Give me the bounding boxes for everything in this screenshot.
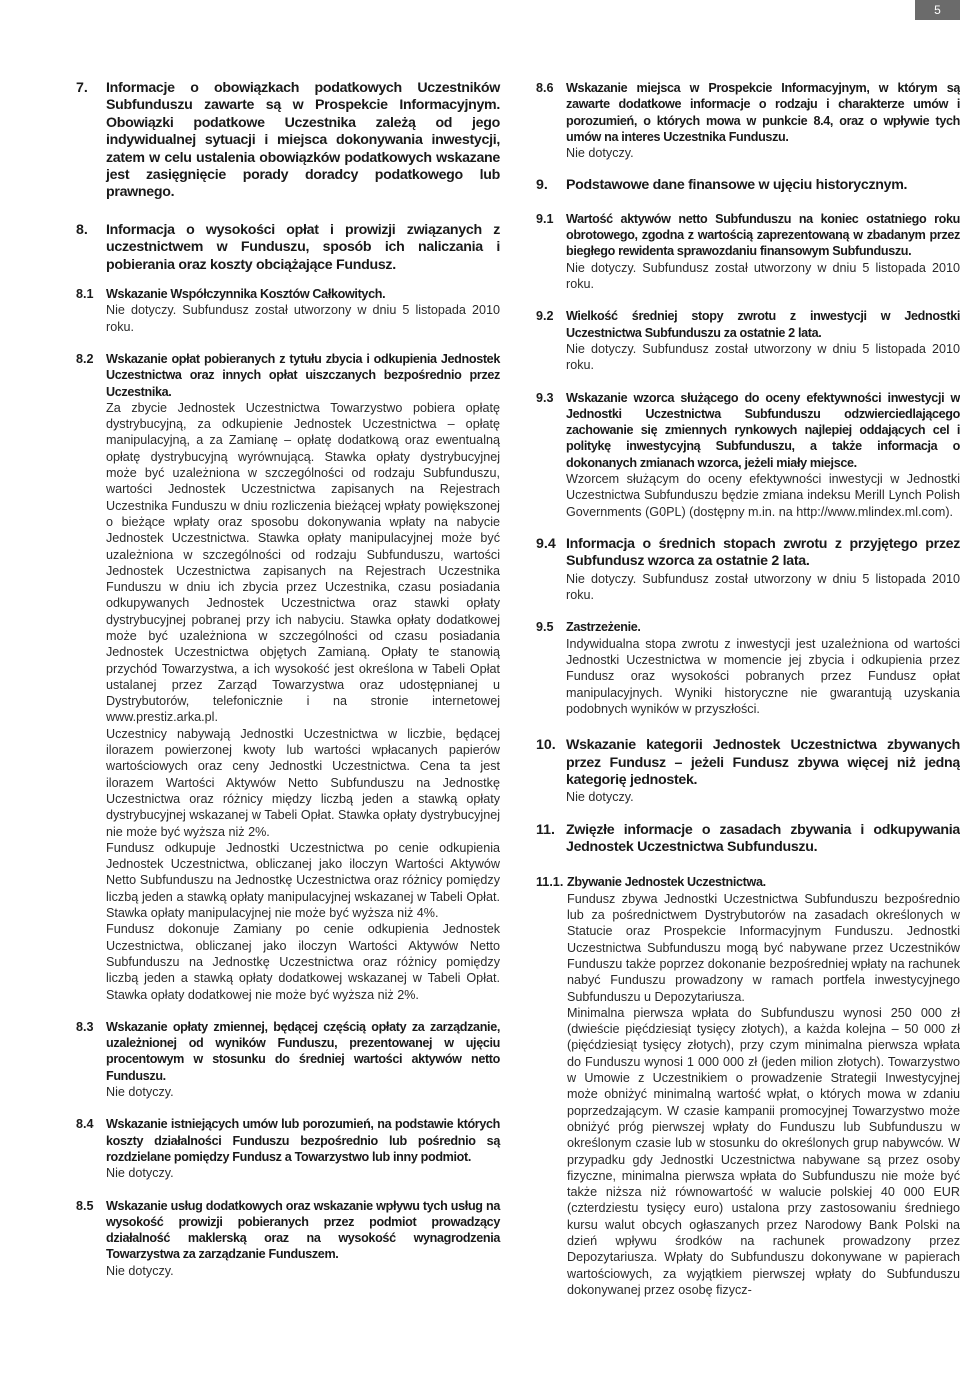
section-9-5 — [536, 619, 960, 717]
section-number: 8.4 — [76, 1117, 94, 1132]
section-body — [536, 145, 960, 161]
section-heading: Wskazanie Współczynnika Kosztów Całkowitych. — [106, 287, 386, 302]
section-number: 8.6 — [536, 81, 554, 95]
section-body — [536, 341, 960, 374]
section-number: 9.5 — [536, 620, 554, 635]
paragraph: Fundusz zbywa Jednostki Uczestnictwa Subfunduszu bezpośrednio lub za pośrednictwem Dystrybutorów na zasadach określonych w Statucie oraz Prospekcie Informacyjnym Funduszu. Jednostki Uczestnictwa Subfunduszu mogą być nabywane przez Uczestników Funduszu także poprzez dokonanie bezpośredniej wpłaty na rachunek nabyć Funduszu prowadzony w ramach portfela inwestycyjnego Subfunduszu u Depozytariusza. — [567, 891, 960, 1004]
section-number: 9.3 — [536, 390, 554, 405]
section-9-1 — [536, 211, 960, 292]
section-heading: Wartość aktywów netto Subfunduszu na koniec ostatniego roku obrotowego, zgodna z wartością zaprezentowaną w zbadanym przez biegłego rewidenta sprawozdaniu finansowym Subfunduszu. — [566, 211, 960, 259]
section-number: 9.1 — [536, 211, 554, 226]
section-11-1 — [536, 874, 960, 1298]
section-body — [536, 260, 960, 293]
section-body — [76, 400, 500, 1003]
section-body — [536, 891, 960, 1298]
section-7 — [76, 80, 500, 202]
paragraph: Fundusz odkupuje Jednostki Uczestnictwa po cenie odkupienia Jednostek Uczestnictwa, obliczanej jako iloczyn Wartości Aktywów Netto Subfunduszu na Jednostkę Uczestnictwa oraz różnicy pomiędzy liczbą jeden a stawką opłaty manipulacyjnej wskazanej w Tabeli Opłat. Stawka opłaty manipulacyjnej nie może być wyższa niż 4%. — [106, 840, 500, 921]
section-9 — [536, 177, 960, 194]
section-heading: Wskazanie miejsca w Prospekcie Informacyjnym, w którym są zawarte dodatkowe informacje o rodzaju i charakterze umów i porozumień, o których mowa w punkcie 8.4, oraz o wpływie tych umów na interes Uczestnika Funduszu. — [566, 81, 960, 144]
left-column — [76, 64, 500, 1279]
section-8-5 — [76, 1198, 500, 1279]
section-9-2 — [536, 308, 960, 373]
paragraph: Wzorcem służącym do oceny efektywności inwestycji w Jednostki Uczestnictwa Subfunduszu będzie zmiana indeksu Merill Lynch Polish Governments (G0PL) (dostępny m.in. na http://www.mlindex.ml.com). — [566, 472, 960, 519]
paragraph: Nie dotyczy. — [566, 790, 634, 805]
section-heading: Wskazanie wzorca służącego do oceny efektywności inwestycji w Jednostki Uczestnictwa Subfunduszu odzwierciedlającego zachowanie się zmiennych rynkowych najlepiej oddających cel i politykę inwestycyjną Subfunduszu, a także informacja o dokonanych zmianach wzorca, jeżeli miały miejsce. — [566, 390, 960, 470]
page-number: 5 — [915, 0, 960, 20]
section-body — [536, 571, 960, 604]
section-number: 8.5 — [76, 1198, 94, 1213]
paragraph: Nie dotyczy. — [566, 146, 634, 161]
section-body — [76, 1263, 500, 1279]
section-10 — [536, 737, 960, 806]
paragraph: Minimalna pierwsza wpłata do Subfunduszu wynosi 250 000 zł (dwieście pięćdziesiąt tysięcy złotych), a każda kolejna – 50 000 zł (pięćdziesiąt tysięcy złotych), przy czym minimalna pierwsza wpłata do Funduszu wynosi 1 000 000 zł (jeden milion złotych). Towarzystwo w Umowie z Uczestnikiem o prowadzenie Strategii Inwestycyjnej może obniżyć minimalną wartość wpłat, o których mowa w zdaniu poprzedzającym. W czasie kampanii promocyjnej Towarzystwo może obniżyć próg pierwszej wpłaty do Funduszu lub Subfunduszu w określonym czasie lub w stosunku do określonych grup nabywców. W przypadku gdy Jednostki Uczestnictwa nabywane są przez osoby fizyczne, minimalna pierwsza wpłata do Subfunduszu nie może być także niższa niż równowartość w walucie polskiej 40 000 EUR (czterdziestu tysięcy euro) ustalona przy zastosowaniu średniego kursu walut obcych ogłaszanych przez Narodowy Bank Polski na dzień wpływu środków na rachunek prowadzony przez Depozytariusza. Wpłaty do Subfunduszu dokonywane w papierach wartościowych, za wyjątkiem pierwszej wpłaty do Subfunduszu dokonywanej przez osobę fizycz- — [567, 1005, 960, 1297]
section-body — [76, 1165, 500, 1181]
section-8-1 — [76, 286, 500, 335]
section-9-3 — [536, 390, 960, 520]
paragraph: Nie dotyczy. Subfundusz został utworzony w dniu 5 listopada 2010 roku. — [566, 341, 960, 373]
section-number: 8.3 — [76, 1019, 94, 1034]
section-heading: Informacja o średnich stopach zwrotu z przyjętego przez Subfundusz wzorca za ostatnie 2 lata. — [566, 535, 960, 570]
section-number: 7. — [76, 80, 88, 96]
section-body — [536, 471, 960, 520]
section-body — [76, 1084, 500, 1100]
section-heading: Wskazanie opłaty zmiennej, będącej częścią opłaty za zarządzanie, uzależnionej od wyników Funduszu, prezentowanej w ujęciu procentowym w stosunku do średniej wartości aktywów netto Funduszu. — [106, 1019, 500, 1083]
section-number: 11.1. — [536, 875, 564, 890]
section-8-6 — [536, 80, 960, 161]
section-heading: Zastrzeżenie. — [566, 620, 641, 635]
section-number: 9. — [536, 177, 548, 194]
right-column — [536, 64, 960, 1298]
section-number: 8.1 — [76, 287, 94, 302]
section-number: 10. — [536, 737, 556, 754]
section-number: 9.4 — [536, 535, 556, 552]
paragraph: Uczestnicy nabywają Jednostki Uczestnictwa w liczbie, będącej ilorazem powierzonej kwoty lub wartości wpłacanych papierów wartościowych oraz ceny Jednostki Uczestnictwa. Cena ta jest ilorazem Wartości Aktywów Netto Subfunduszu na Jednostkę Uczestnictwa oraz różnicy między liczbą jeden a stawką opłaty dystrybucyjnej wskazanej w Tabeli Opłat. Stawka opłaty dystrybucyjnej nie może być wyższa niż 2%. — [106, 726, 500, 839]
section-body — [536, 636, 960, 717]
section-number: 11. — [536, 821, 555, 838]
section-heading: Zbywanie Jednostek Uczestnictwa. — [567, 875, 766, 890]
paragraph: Za zbycie Jednostek Uczestnictwa Towarzystwo pobiera opłatę dystrybucyjną, za odkupienie Jednostek Uczestnictwa – opłatę manipulacyjną, a za Zamianę – opłatę dodatkową oraz ewentualną opłatę dystrybucyjną wyrównującą. Stawka opłaty dystrybucyjnej może być uzależniona w szczególności od rodzaju Subfunduszu, wartości Jednostek Uczestnictwa zapisanych na Rejestrach Uczestnika Funduszu w dniu rozliczenia bieżącej wpłaty powiększonej o bieżące wpłaty oraz sposobu dokonywania wpłaty na nabycie Jednostek Uczestnictwa. Stawka opłaty manipulacyjnej może być uzależniona w szczególności od rodzaju Subfunduszu, wartości Jednostek Uczestnictwa zapisanych na Rejestrach Uczestnika Funduszu w dniu ich zbycia przez Uczestnika, czasu posiadania odkupywanych Jednostek Uczestnictwa oraz stawki opłaty dystrybucyjnej pobranej przy ich nabyciu. Stawka opłaty dodatkowej może być uzależniona w szczególności od czasu posiadania Jednostek Uczestnictwa objętych Zamianą. Opłaty te stanowią przychód Towarzystwa, a ich wysokość jest określona w Tabeli Opłat ustalanej przez Zarząd Towarzystwa oraz udostępnianej u Dystrybutorów, telefonicznie i na stronie internetowej www.prestiz.arka.pl. — [106, 400, 500, 725]
section-11 — [536, 822, 960, 857]
paragraph: Nie dotyczy. Subfundusz został utworzony w dniu 5 listopada 2010 roku. — [106, 303, 500, 334]
paragraph: Nie dotyczy. Subfundusz został utworzony w dniu 5 listopada 2010 roku. — [566, 260, 960, 292]
section-heading: Wskazanie istniejących umów lub porozumień, na podstawie których koszty działalności Funduszu bezpośrednio lub pośrednio są rozdzielane pomiędzy Fundusz a Towarzystwo lub inny podmiot. — [106, 1117, 500, 1164]
paragraph: Fundusz dokonuje Zamiany po cenie odkupienia Jednostek Uczestnictwa, obliczanej jako iloczyn Wartości Aktywów Netto Subfunduszu na Jednostkę Uczestnictwa oraz różnicy pomiędzy liczbą jeden a stawką opłaty dodatkowej wskazanej w Tabeli Opłat. Stawka opłaty dodatkowej nie może być wyższa niż 2%. — [106, 922, 500, 1002]
section-heading: Wskazanie kategorii Jednostek Uczestnictwa zbywanych przez Fundusz – jeżeli Fundusz zbywa więcej niż jedną kategorię jednostek. — [566, 737, 960, 788]
section-heading: Informacje o obowiązkach podatkowych Uczestników Subfunduszu zawarte są w Prospekcie Informacyjnym. Obowiązki podatkowe Uczestnika zależą od jego indywidualnej sytuacji i miejsca dokonywania inwestycji, zatem w celu ustalenia obowiązków podatkowych wskazane jest zasięgnięcie porady doradcy podatkowego lub prawnego. — [106, 80, 500, 201]
section-body — [536, 789, 960, 805]
section-9-4 — [536, 536, 960, 603]
section-8-4 — [76, 1116, 500, 1181]
paragraph: Nie dotyczy. — [106, 1085, 174, 1100]
section-number: 9.2 — [536, 309, 554, 324]
section-8-2 — [76, 351, 500, 1003]
section-heading: Wskazanie usług dodatkowych oraz wskazanie wpływu tych usług na wysokość prowizji pobieranych przez podmiot prowadzący działalność maklerską oraz na wysokość wynagrodzenia Towarzystwa za zarządzanie Funduszem. — [106, 1198, 500, 1262]
section-heading: Wskazanie opłat pobieranych z tytułu zbycia i odkupienia Jednostek Uczestnictwa oraz innych opłat uiszczanych bezpośrednio przez Uczestnika. — [106, 351, 500, 399]
section-8-3 — [76, 1019, 500, 1100]
section-heading: Zwięzłe informacje o zasadach zbywania i odkupywania Jednostek Uczestnictwa Subfunduszu. — [566, 821, 960, 856]
paragraph: Indywidualna stopa zwrotu z inwestycji jest uzależniona od wartości Jednostki Uczestnictwa w momencie jej zbycia i odkupienia przez Fundusz oraz wysokości pobranych przez Fundusz opłat manipulacyjnych. Wyniki historyczne nie gwarantują uzyskania podobnych wyników w przyszłości. — [566, 636, 960, 716]
section-8 — [76, 222, 500, 274]
section-body — [76, 302, 500, 335]
section-heading: Wielkość średniej stopy zwrotu z inwestycji w Jednostki Uczestnictwa Subfunduszu za ostatnie 2 lata. — [566, 309, 960, 340]
section-heading: Podstawowe dane finansowe w ujęciu historycznym. — [566, 177, 908, 194]
section-number: 8.2 — [76, 351, 94, 366]
paragraph: Nie dotyczy. — [106, 1263, 174, 1278]
section-heading: Informacja o wysokości opłat i prowizji związanych z uczestnictwem w Funduszu, sposób ich naliczania i pobierania oraz koszty obciążające Fundusz. — [106, 221, 500, 273]
section-number: 8. — [76, 221, 88, 238]
paragraph: Nie dotyczy. Subfundusz został utworzony w dniu 5 listopada 2010 roku. — [566, 571, 960, 603]
paragraph: Nie dotyczy. — [106, 1166, 174, 1181]
